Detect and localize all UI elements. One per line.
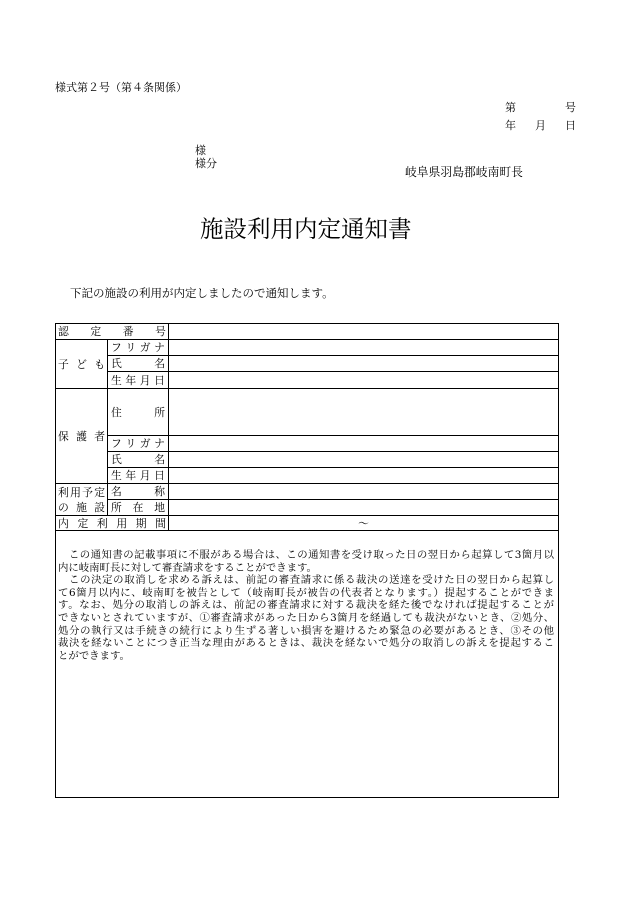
details-table — [55, 323, 559, 531]
label-char: 利 — [96, 516, 108, 530]
document-number: 第 号 — [505, 101, 580, 114]
label-char: 間 — [155, 516, 166, 530]
label-char: 号 — [155, 325, 166, 338]
period-separator: ～ — [358, 516, 369, 530]
guardian-address-label — [111, 406, 165, 419]
facility-label-cell — [56, 484, 107, 515]
label-char: 氏 — [111, 453, 122, 466]
label-char: フ — [111, 341, 122, 354]
child-birthdate-label — [111, 374, 165, 387]
notice-line: この決定の取消しを求める訴えは、前記の審査請求に係る裁決の送達を受けた日の翌日から起算し — [58, 574, 554, 587]
label-char: 内 — [58, 516, 69, 530]
child-birthdate-value — [169, 372, 558, 388]
label-char: フ — [111, 437, 122, 450]
period-label-cell — [56, 516, 168, 530]
label-char: 名 — [154, 357, 165, 370]
notice-line: とができます。 — [58, 649, 130, 662]
label-char: リ — [125, 341, 137, 354]
label-char: 子 — [58, 357, 69, 371]
recipient-line-1: 様 — [195, 144, 206, 157]
label-char: 氏 — [111, 357, 122, 370]
intro-text: 下記の施設の利用が内定しましたので通知します。 — [70, 286, 334, 300]
label-char: 名 — [154, 453, 165, 466]
recipient-line-2: 様分 — [195, 157, 217, 170]
label-char: ガ — [139, 437, 151, 450]
notice-line: 裁決を経ないことにつき正当な理由があるときは、裁決を経ないで処分の取消しの訴えを提起するこ — [58, 637, 554, 650]
label-char: 用 — [70, 485, 81, 499]
certification-number-label-cell — [56, 324, 168, 339]
child-furigana-label — [111, 341, 165, 354]
notice-line: 内に岐南町長に対して審査請求をすることができます。 — [58, 561, 317, 574]
guardian-label-cell — [56, 389, 107, 483]
label-char: も — [94, 357, 105, 371]
child-name-label-cell — [108, 356, 168, 371]
notice-line: この通知書の記載事項に不服がある場合は、この通知書を受け取った日の翌日から起算して3箇月以 — [58, 549, 554, 561]
guardian-furigana-label — [111, 437, 165, 450]
guardian-birthdate-value — [169, 468, 558, 483]
label-char: 所 — [111, 501, 122, 514]
notice-line: できないとされていますが、①審査請求があった日から3箇月を経過しても裁決がないとき、②処分、 — [58, 611, 554, 624]
document-title: 施設利用内定通知書 — [200, 215, 412, 243]
issuer: 岐阜県羽島郡岐南町長 — [405, 165, 523, 179]
label-char: 名 — [111, 485, 122, 498]
label-char: 住 — [111, 405, 122, 419]
period-label — [58, 517, 166, 530]
facility-location-label-cell — [108, 500, 168, 515]
guardian-label — [58, 430, 105, 443]
guardian-address-label-cell — [108, 389, 168, 435]
guardian-name-value — [169, 452, 558, 467]
appeal-notice-box — [55, 530, 559, 798]
label-char: 所 — [154, 405, 165, 419]
label-char: 施 — [76, 500, 87, 514]
label-char: 用 — [116, 516, 128, 530]
label-char: 設 — [94, 500, 105, 514]
label-char: ど — [76, 357, 87, 371]
label-char: リ — [125, 437, 137, 450]
label-char: 保 — [58, 429, 69, 443]
certification-number-value — [169, 324, 558, 339]
facility-name-label-cell — [108, 484, 168, 499]
child-name-label — [111, 357, 165, 370]
form-number: 様式第２号（第４条関係） — [55, 81, 187, 94]
label-char: ガ — [139, 341, 151, 354]
label-char: 月 — [139, 373, 151, 387]
label-char: 予 — [82, 485, 93, 499]
label-char: 認 — [58, 325, 69, 338]
label-char: 在 — [132, 501, 144, 514]
child-furigana-label-cell — [108, 340, 168, 355]
facility-location-label — [111, 501, 165, 514]
child-label — [58, 358, 105, 371]
document-date: 年 月 日 — [505, 119, 580, 132]
label-char: ナ — [154, 341, 165, 354]
guardian-address-value — [169, 389, 558, 435]
guardian-furigana-label-cell — [108, 436, 168, 451]
facility-name-label — [111, 485, 165, 498]
label-char: 称 — [154, 485, 165, 498]
certification-number-label — [58, 325, 166, 338]
child-furigana-value — [169, 340, 558, 355]
guardian-name-label — [111, 453, 165, 466]
period-value — [169, 516, 558, 530]
label-char: 定 — [77, 516, 89, 530]
child-name-value — [169, 356, 558, 371]
facility-label-line-1 — [58, 485, 105, 500]
label-char: 年 — [125, 373, 137, 387]
label-char: 者 — [94, 429, 105, 443]
label-char: 番 — [122, 325, 134, 338]
label-char: 利 — [58, 485, 69, 499]
notice-line: す。なお、処分の取消しの訴えは、前記の審査請求に対する裁決を経た後でなければ提起することが — [58, 599, 554, 612]
notice-line: て6箇月以内に、岐南町を被告として（岐南町長が被告の代表者となります。）提起することができま — [58, 586, 554, 599]
label-char: 生 — [111, 469, 122, 482]
guardian-name-label-cell — [108, 452, 168, 467]
child-label-cell — [56, 340, 107, 388]
guardian-furigana-value — [169, 436, 558, 451]
guardian-birthdate-label-cell — [108, 468, 168, 483]
facility-name-value — [169, 484, 558, 499]
notice-line: 処分の執行又は手続きの続行により生ずる著しい損害を避けるため緊急の必要があるとき、③その他 — [58, 624, 554, 637]
label-char: 期 — [135, 516, 147, 530]
guardian-birthdate-label — [111, 469, 165, 482]
label-char: 地 — [154, 501, 165, 514]
facility-label-line-2 — [58, 500, 105, 515]
label-char: 生 — [111, 373, 122, 387]
label-char: 定 — [90, 325, 102, 338]
label-char: 日 — [154, 469, 165, 482]
label-char: の — [58, 500, 69, 514]
label-char: 年 — [125, 469, 137, 482]
label-char: ナ — [154, 437, 165, 450]
facility-location-value — [169, 500, 558, 515]
label-char: 月 — [139, 469, 151, 482]
child-birthdate-label-cell — [108, 372, 168, 388]
label-char: 定 — [94, 485, 105, 499]
label-char: 日 — [154, 373, 165, 387]
label-char: 護 — [76, 429, 87, 443]
